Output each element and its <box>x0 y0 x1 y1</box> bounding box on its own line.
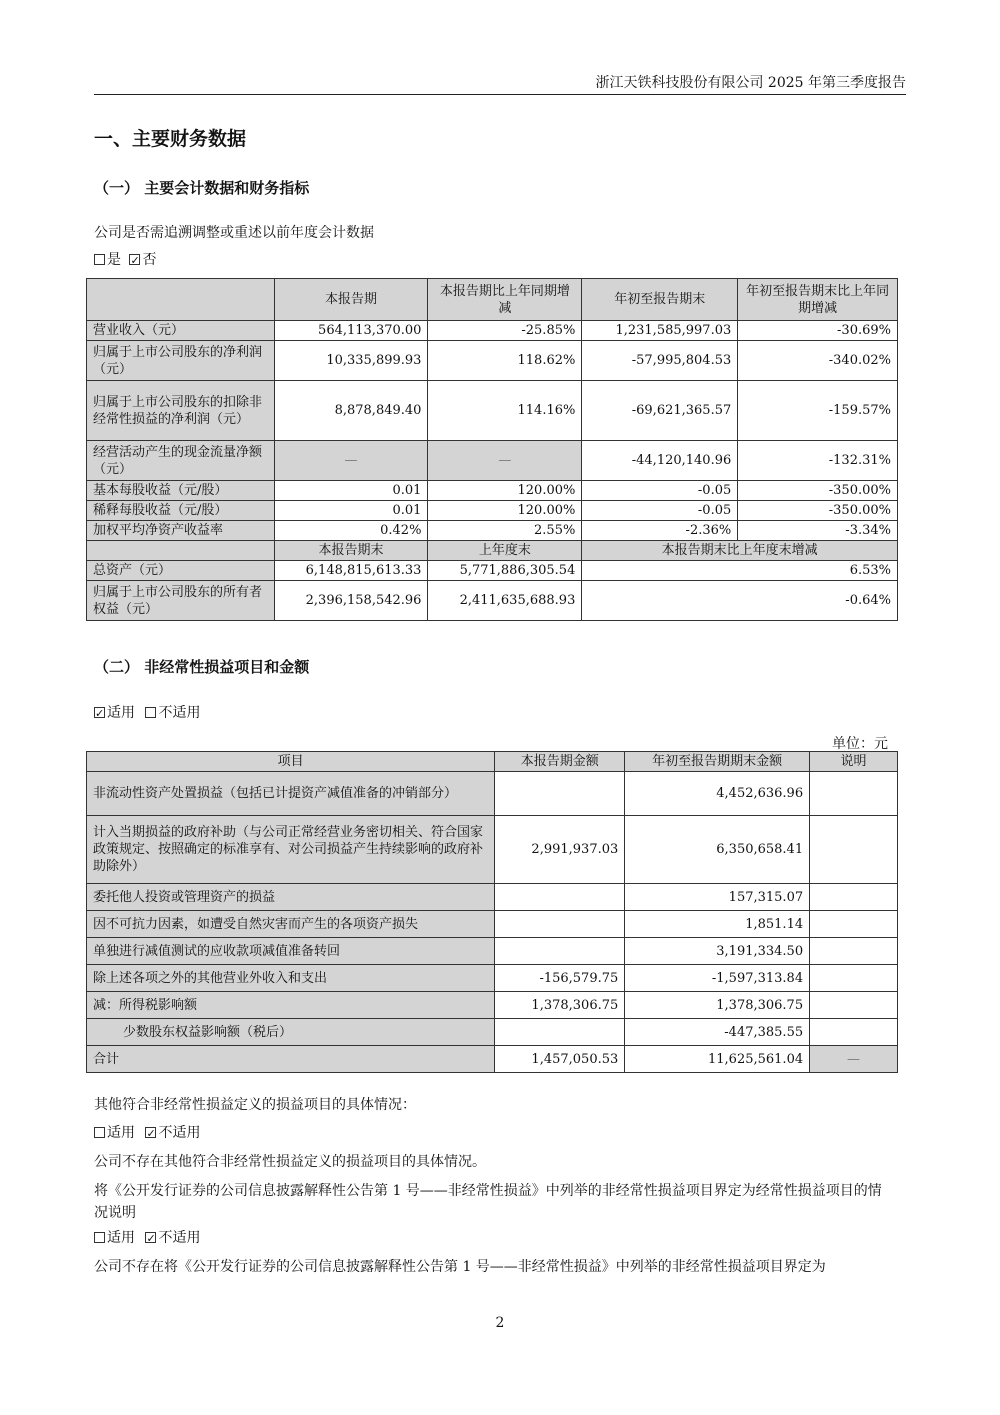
table-cell: 114.16% <box>428 381 582 441</box>
other-options <box>94 1122 200 1144</box>
table-cell: 1,378,306.75 <box>625 992 810 1019</box>
table-cell <box>810 1019 898 1046</box>
header-cell: 说明 <box>810 752 898 772</box>
table-row <box>87 1019 898 1046</box>
option-no-label: 否 <box>142 252 157 268</box>
row-label: 归属于上市公司股东的所有者权益（元） <box>87 581 275 621</box>
table-row <box>87 341 898 381</box>
table-row <box>87 561 898 581</box>
other-items-title: 其他符合非经常性损益定义的损益项目的具体情况： <box>94 1097 416 1113</box>
table-cell: -350.00% <box>738 501 898 521</box>
item-label: 因不可抗力因素，如遭受自然灾害而产生的各项资产损失 <box>87 911 495 938</box>
subsection-title-2: （二） 非经常性损益项目和金额 <box>94 658 310 676</box>
table-row <box>87 581 898 621</box>
define-options <box>94 1227 200 1249</box>
option-yes-label: 是 <box>107 252 121 268</box>
checkbox-checked-icon[interactable] <box>129 254 140 265</box>
subsection-title-1: （一） 主要会计数据和财务指标 <box>94 179 310 197</box>
table-cell: 2.55% <box>428 521 582 541</box>
table-cell: 1,378,306.75 <box>495 992 625 1019</box>
key-financial-table <box>86 278 898 621</box>
row-label: 加权平均净资产收益率 <box>87 521 275 541</box>
table-cell: 2,411,635,688.93 <box>428 581 582 621</box>
header-cell: 本报告期金额 <box>495 752 625 772</box>
restate-question: 公司是否需追溯调整或重述以前年度会计数据 <box>94 225 374 241</box>
row-label: 经营活动产生的现金流量净额（元） <box>87 441 275 481</box>
header-cell: 本报告期末比上年度末增减 <box>582 541 898 561</box>
checkbox-unchecked-icon[interactable] <box>94 1127 105 1138</box>
row-label: 基本每股收益（元/股） <box>87 481 275 501</box>
table-cell: 0.42% <box>274 521 428 541</box>
table-row <box>87 501 898 521</box>
table-cell: -0.64% <box>582 581 898 621</box>
header-cell: 上年度末 <box>428 541 582 561</box>
option-apply-label: 适用 <box>107 1125 135 1141</box>
item-label: 除上述各项之外的其他营业外收入和支出 <box>87 965 495 992</box>
unit-label: 单位：元 <box>832 736 888 752</box>
table-cell <box>495 938 625 965</box>
table-cell: -132.31% <box>738 441 898 481</box>
table-cell: 564,113,370.00 <box>274 321 428 341</box>
table-cell: 120.00% <box>428 501 582 521</box>
table-cell: -69,621,365.57 <box>582 381 738 441</box>
header-cell: 本报告期比上年同期增减 <box>428 279 582 321</box>
table-row <box>87 521 898 541</box>
item-label: 少数股东权益影响额（税后） <box>87 1019 495 1046</box>
table-cell: 11,625,561.04 <box>625 1046 810 1073</box>
table-cell: 2,396,158,542.96 <box>274 581 428 621</box>
table-cell: 120.00% <box>428 481 582 501</box>
section-title: 一、主要财务数据 <box>94 128 247 150</box>
table-cell: 4,452,636.96 <box>625 772 810 816</box>
table-cell: 2,991,937.03 <box>495 816 625 884</box>
table-cell <box>810 772 898 816</box>
row-label: 总资产（元） <box>87 561 275 581</box>
table-cell: 1,851.14 <box>625 911 810 938</box>
option-not-apply-label: 不适用 <box>158 705 201 721</box>
table-cell: -0.05 <box>582 501 738 521</box>
table-row <box>87 816 898 884</box>
option-apply-label: 适用 <box>107 1230 135 1246</box>
table-cell <box>810 884 898 911</box>
header-cell: 本报告期末 <box>274 541 428 561</box>
item-label: 单独进行减值测试的应收款项减值准备转回 <box>87 938 495 965</box>
table-row <box>87 938 898 965</box>
table-cell <box>495 1019 625 1046</box>
page-number: 2 <box>495 1315 505 1331</box>
table-cell: -159.57% <box>738 381 898 441</box>
table-cell: 1,457,050.53 <box>495 1046 625 1073</box>
item-label: 合计 <box>87 1046 495 1073</box>
table-row <box>87 884 898 911</box>
table-cell: -350.00% <box>738 481 898 501</box>
table-cell <box>810 938 898 965</box>
table-cell: -1,597,313.84 <box>625 965 810 992</box>
table-cell: 6.53% <box>582 561 898 581</box>
checkbox-checked-icon[interactable] <box>94 707 105 718</box>
header-blank <box>87 541 275 561</box>
table-cell: -57,995,804.53 <box>582 341 738 381</box>
table-cell: 157,315.07 <box>625 884 810 911</box>
item-label: 减：所得税影响额 <box>87 992 495 1019</box>
row-label: 营业收入（元） <box>87 321 275 341</box>
table-row <box>87 381 898 441</box>
row-label: 归属于上市公司股东的净利润（元） <box>87 341 275 381</box>
table-row <box>87 965 898 992</box>
table-cell <box>495 884 625 911</box>
table-cell <box>495 772 625 816</box>
table-cell: 10,335,899.93 <box>274 341 428 381</box>
table-cell <box>810 965 898 992</box>
table-cell: 3,191,334.50 <box>625 938 810 965</box>
header-cell: 年初至报告期期末金额 <box>625 752 810 772</box>
table-cell: -156,579.75 <box>495 965 625 992</box>
table-cell <box>810 816 898 884</box>
apply-options <box>94 702 200 724</box>
table-row <box>87 1046 898 1073</box>
table-cell <box>810 992 898 1019</box>
option-apply-label: 适用 <box>107 705 135 721</box>
checkbox-unchecked-icon[interactable] <box>145 707 156 718</box>
item-label: 计入当期损益的政府补助（与公司正常经营业务密切相关、符合国家政策规定、按照确定的标准享有、对公司损益产生持续影响的政府补助除外） <box>87 816 495 884</box>
option-not-apply-label: 不适用 <box>158 1230 201 1246</box>
option-not-apply-label: 不适用 <box>158 1125 201 1141</box>
table-header-row <box>87 541 898 561</box>
header-cell: 年初至报告期末 <box>582 279 738 321</box>
table-cell: 8,878,849.40 <box>274 381 428 441</box>
table-cell: -0.05 <box>582 481 738 501</box>
table-cell: 118.62% <box>428 341 582 381</box>
table-row <box>87 441 898 481</box>
table-cell: — <box>810 1046 898 1073</box>
table-cell: 6,350,658.41 <box>625 816 810 884</box>
table-row <box>87 481 898 501</box>
table-cell: -44,120,140.96 <box>582 441 738 481</box>
define-text: 将《公开发行证券的公司信息披露解释性公告第 1 号——非经常性损益》中列举的非经常性损益项目界定为经常性损益项目的情况说明 <box>94 1183 882 1221</box>
header-cell: 本报告期 <box>274 279 428 321</box>
header-cell: 年初至报告期末比上年同期增减 <box>738 279 898 321</box>
table-cell <box>495 911 625 938</box>
non-recurring-table <box>86 751 898 1073</box>
table-cell: — <box>428 441 582 481</box>
table-cell: -25.85% <box>428 321 582 341</box>
table-cell: 6,148,815,613.33 <box>274 561 428 581</box>
table-row <box>87 992 898 1019</box>
table-cell: -340.02% <box>738 341 898 381</box>
other-none-text: 公司不存在其他符合非经常性损益定义的损益项目的具体情况。 <box>94 1154 486 1170</box>
row-label: 稀释每股收益（元/股） <box>87 501 275 521</box>
page-header: 浙江天铁科技股份有限公司 2025 年第三季度报告 <box>94 72 906 95</box>
table-cell: 1,231,585,997.03 <box>582 321 738 341</box>
checkbox-checked-icon[interactable] <box>145 1127 156 1138</box>
table-cell: 0.01 <box>274 501 428 521</box>
table-cell: -447,385.55 <box>625 1019 810 1046</box>
table-cell: — <box>274 441 428 481</box>
header-blank <box>87 279 275 321</box>
table-cell: -30.69% <box>738 321 898 341</box>
header-cell: 项目 <box>87 752 495 772</box>
item-label: 非流动性资产处置损益（包括已计提资产减值准备的冲销部分） <box>87 772 495 816</box>
table-cell: -2.36% <box>582 521 738 541</box>
final-text: 公司不存在将《公开发行证券的公司信息披露解释性公告第 1 号——非经常性损益》中列举的非经常性损益项目界定为 <box>94 1259 826 1275</box>
table-row <box>87 911 898 938</box>
table-row <box>87 772 898 816</box>
checkbox-unchecked-icon[interactable] <box>94 1232 105 1243</box>
table-cell: -3.34% <box>738 521 898 541</box>
table-cell: 0.01 <box>274 481 428 501</box>
table-row <box>87 321 898 341</box>
restate-options <box>94 249 156 271</box>
item-label: 委托他人投资或管理资产的损益 <box>87 884 495 911</box>
checkbox-unchecked-icon[interactable] <box>94 254 105 265</box>
row-label: 归属于上市公司股东的扣除非经常性损益的净利润（元） <box>87 381 275 441</box>
table-cell <box>810 911 898 938</box>
checkbox-checked-icon[interactable] <box>145 1232 156 1243</box>
table-cell: 5,771,886,305.54 <box>428 561 582 581</box>
